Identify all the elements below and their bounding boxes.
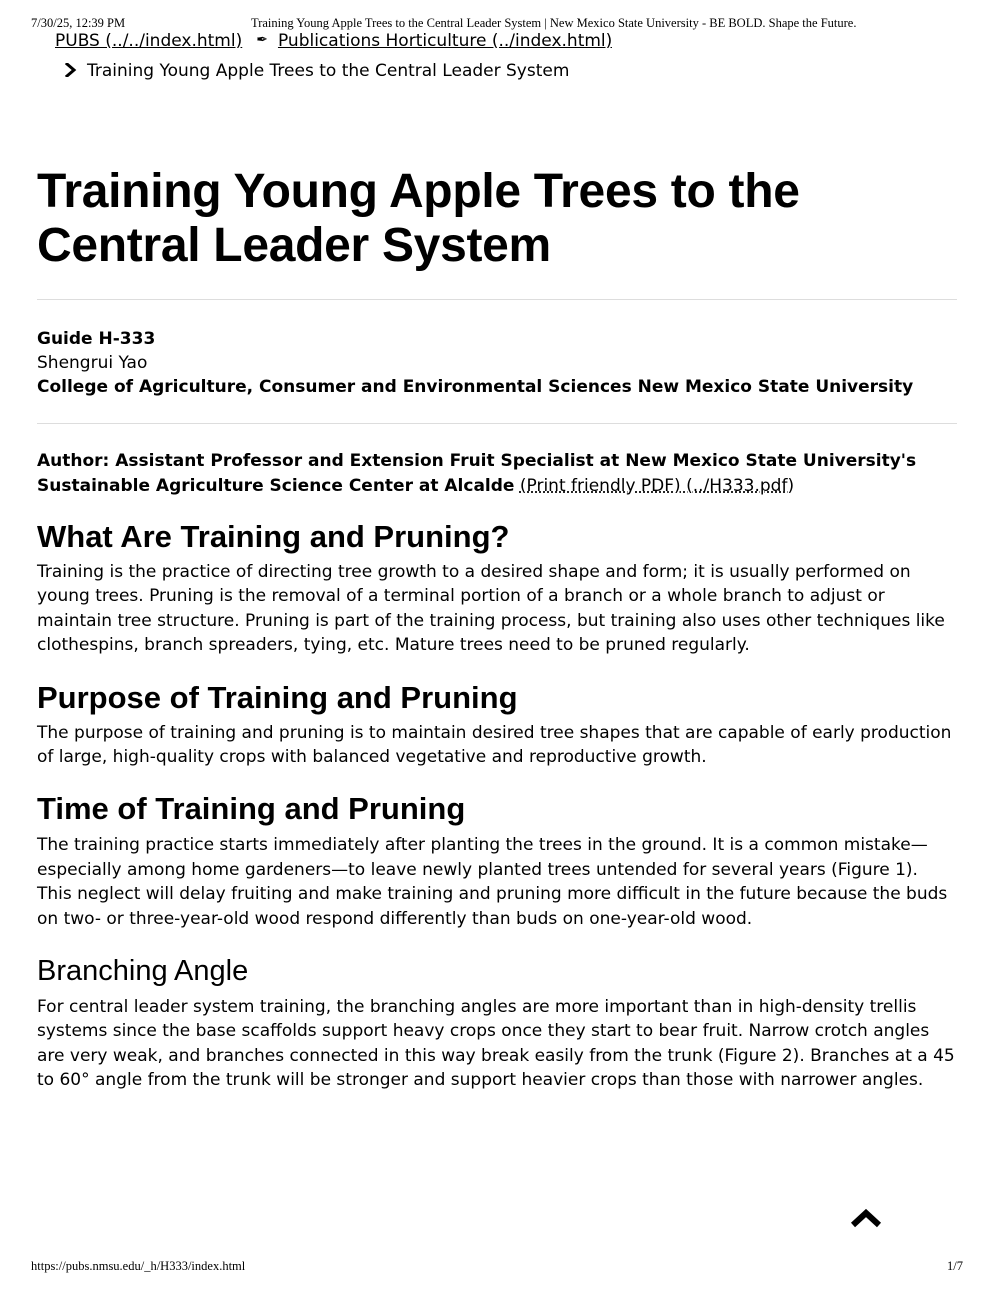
print-doc-title: Training Young Apple Trees to the Central Leader System | New Mexico State University - BE BOLD. Shape the Future. (251, 16, 857, 30)
page-title: Training Young Apple Trees to the Central Leader System (37, 165, 800, 272)
author-description: Author: Assistant Professor and Extension Fruit Specialist at New Mexico State University's Sustainable Agriculture Science Center at Alcalde (37, 451, 917, 496)
chevron-right-icon (64, 62, 78, 81)
publication-meta (37, 327, 957, 399)
section-body: For central leader system training, the branching angles are more important than in high-density trellis systems since the base scaffolds support heavy crops once they start to bear fruit. Narrow crotch angles are very weak, and branches connected in this way break easily from the trunk (Figure 2). Branches at a 45 to 60° angle from the trunk will be stronger and support heavier crops than those with narrower angles. (37, 997, 955, 1091)
chevron-up-icon (850, 1207, 882, 1229)
page-number: 1/7 (947, 1259, 963, 1273)
section-heading: Purpose of Training and Pruning (37, 679, 518, 715)
author-name: Shengrui Yao (37, 353, 148, 373)
section-body: The purpose of training and pruning is to maintain desired tree shapes that are capable of early production of large, high-quality crops with balanced vegetative and reproductive growth. (37, 722, 952, 768)
print-pdf-link[interactable]: (Print friendly PDF) (../H333.pdf) (519, 476, 795, 496)
breadcrumb-row (55, 26, 612, 48)
guide-number: Guide H-333 (37, 329, 156, 349)
divider (37, 423, 957, 424)
section-time (37, 791, 957, 931)
section-heading: What Are Training and Pruning? (37, 519, 510, 554)
section-heading: Time of Training and Pruning (37, 791, 466, 827)
print-url: https://pubs.nmsu.edu/_h/H333/index.html (31, 1259, 246, 1273)
breadcrumb-current: Training Young Apple Trees to the Central Leader System (87, 61, 570, 81)
breadcrumb-link-pubs[interactable]: PUBS (../../index.html) (55, 31, 243, 48)
breadcrumb-link-horticulture[interactable]: Publications Horticulture (../index.html) (277, 31, 613, 48)
college-name: College of Agriculture, Consumer and Environmental Sciences New Mexico State University (37, 377, 914, 397)
pencil-icon: ✒ (256, 32, 268, 48)
section-body: The training practice starts immediately after planting the trees in the ground. It is a common mistake—especially among home gardeners—to leave newly planted trees untended for several years (Figure 1). This neglect will delay fruiting and make training and pruning more difficult in the future because the buds on two- or three-year-old wood respond differently than buds on one-year-old wood. (37, 835, 948, 929)
divider (37, 299, 957, 300)
section-branching-angle (37, 954, 957, 1093)
print-date: 7/30/25, 12:39 PM (31, 16, 126, 30)
breadcrumb (55, 26, 612, 81)
article (37, 165, 957, 1093)
author-info (37, 449, 957, 499)
section-what-are-training (37, 519, 957, 658)
section-body: Training is the practice of directing tree growth to a desired shape and form; it is usually performed on young trees. Pruning is the removal of a terminal portion of a branch or a whole branch to adjust or maintain tree structure. Pruning is part of the training process, but training also uses other techniques like clothespins, branch spreaders, tying, etc. Mature trees need to be pruned regularly. (37, 562, 945, 656)
section-heading: Branching Angle (37, 955, 249, 988)
breadcrumb-row-current (55, 61, 612, 81)
back-to-top-button[interactable] (850, 1207, 882, 1229)
section-purpose (37, 680, 957, 770)
